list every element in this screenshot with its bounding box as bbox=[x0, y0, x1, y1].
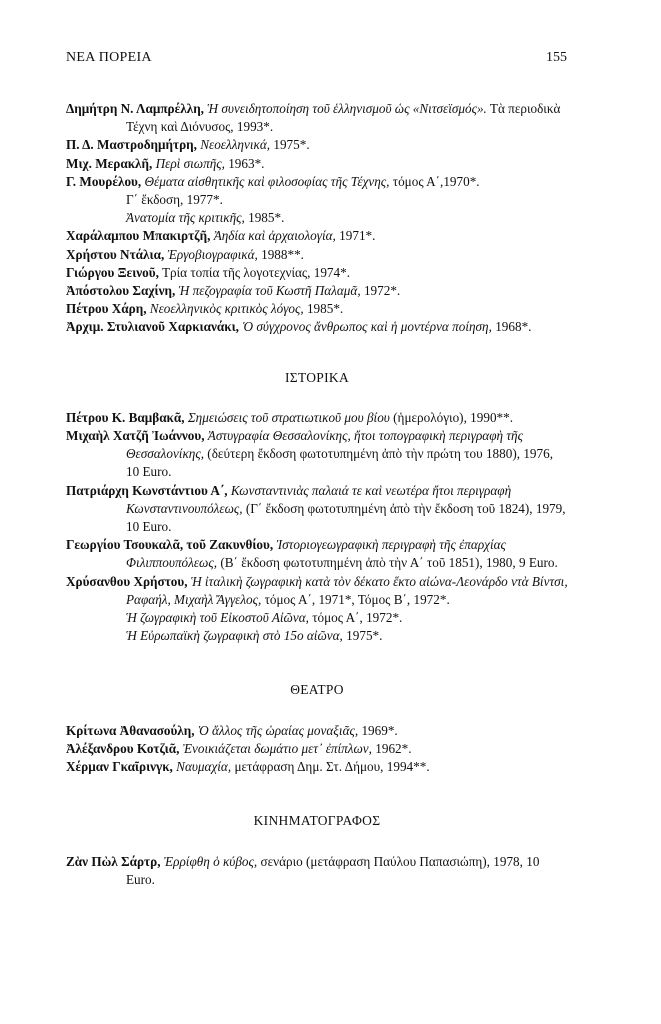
entry-details: (Γ΄ ἔκδοση φωτοτυπημένη ἀπὸ τὴν ἔκδοση τοῦ 1824), 1979, 10 Euro. bbox=[126, 500, 566, 535]
entry-details: (Β΄ ἔκδοση φωτοτυπημένη ἀπὸ τὴν Α΄ τοῦ 1851), 1980, 9 Euro. bbox=[217, 555, 558, 571]
entry-author: Ζὰν Πὼλ Σάρτρ, bbox=[66, 853, 161, 869]
bibliography-entry bbox=[66, 427, 568, 482]
bibliography-entry bbox=[66, 722, 568, 740]
entry-title: Ἡ ζωγραφικὴ τοῦ Εἰκοστοῦ Αἰῶνα, bbox=[126, 610, 309, 626]
entry-details: Γ΄ ἔκδοση, 1977*. bbox=[126, 192, 223, 208]
section-heading: ΚΙΝΗΜΑΤΟΓΡΑΦΟΣ bbox=[253, 813, 381, 829]
entry-details: 1963*. bbox=[224, 155, 265, 171]
entry-title: Ἀνατομία τῆς κριτικῆς, bbox=[126, 210, 245, 226]
section-heading: ΘΕΑΤΡΟ bbox=[290, 682, 344, 698]
entry-subline bbox=[126, 609, 568, 627]
bibliography-entry bbox=[66, 246, 568, 264]
entry-author: Ἀρχιμ. Στυλιανοῦ Χαρκιανάκι, bbox=[66, 319, 239, 335]
entry-details: μετάφραση Δημ. Στ. Δήμου, 1994**. bbox=[231, 759, 430, 775]
entry-subline bbox=[126, 627, 568, 645]
entry-details: τόμος Α΄,1970*. bbox=[389, 173, 480, 189]
entry-title: Ἡ πεζογραφία τοῦ Κωστῆ Παλαμᾶ, bbox=[178, 283, 361, 299]
entry-author: Ἀλέξανδρου Κοτζιᾶ, bbox=[66, 740, 180, 756]
entry-title: Ἐρρίφθη ὁ κύβος, bbox=[163, 853, 258, 869]
journal-name: ΝΕΑ ΠΟΡΕΙΑ bbox=[66, 50, 152, 65]
entry-author: Χέρμαν Γκαῖρινγκ, bbox=[66, 759, 173, 775]
entry-details: 1971*. bbox=[335, 228, 376, 244]
entry-author: Π. Δ. Μαστροδημήτρη, bbox=[66, 137, 197, 153]
entry-title: Νεοελληνικὸς κριτικὸς λόγος, bbox=[149, 301, 304, 317]
section-heading: ΙΣΤΟΡΙΚΑ bbox=[284, 369, 349, 385]
entry-details: 1962*. bbox=[371, 740, 412, 756]
entry-title: Ἀστυγραφία Θεσσαλονίκης, ἤτοι τοπογραφικὴ περιγραφὴ τῆς Θεσσαλονίκης, bbox=[126, 428, 523, 462]
bibliography-entry bbox=[66, 758, 568, 776]
bibliography-entry bbox=[66, 136, 568, 154]
entry-details: Τὰ περιοδικὰ Τέχνη καὶ Διόνυσος, 1993*. bbox=[126, 101, 561, 135]
entry-author: Δημήτρη Ν. Λαμπρέλλη, bbox=[66, 101, 204, 116]
entry-title: Ὁ ἄλλος τῆς ὡραίας μοναξιᾶς, bbox=[197, 722, 359, 738]
bibliography-entry bbox=[66, 282, 568, 300]
entry-author: Χαράλαμπου Μπακιρτζῆ, bbox=[66, 228, 211, 244]
entry-author: Ἀπόστολου Σαχίνη, bbox=[66, 283, 176, 299]
entry-details: Τρία τοπία τῆς λογοτεχνίας, 1974*. bbox=[161, 264, 350, 280]
entry-details: 1975*. bbox=[270, 137, 310, 153]
entry-title: Ἐνοικιάζεται δωμάτιο μετ᾽ ἐπίπλων, bbox=[182, 740, 372, 756]
entry-details: τόμος Α΄, 1971*, Τόμος Β΄, 1972*. bbox=[261, 591, 450, 607]
entry-author: Πέτρου Κ. Βαμβακᾶ, bbox=[66, 409, 185, 425]
entry-title: Περὶ σιωπῆς, bbox=[155, 155, 225, 171]
entry-author: Γ. Μουρέλου, bbox=[66, 173, 142, 189]
running-header bbox=[66, 50, 567, 70]
entry-details: 1972*. bbox=[360, 283, 401, 299]
entry-author: Μιχαὴλ Χατζῆ Ἰωάννου, bbox=[66, 428, 205, 444]
entry-title: Κωνσταντινιὰς παλαιά τε καὶ νεωτέρα ἤτοι περιγραφὴ Κωνσταντινουπόλεως, bbox=[126, 482, 512, 516]
bibliography-entry bbox=[66, 573, 568, 646]
bibliography-entry bbox=[66, 227, 568, 245]
entry-author: Πέτρου Χάρη, bbox=[66, 301, 147, 317]
entry-author: Μιχ. Μερακλῆ, bbox=[66, 155, 153, 171]
bibliography-list bbox=[66, 100, 568, 889]
entry-details: (δεύτερη ἔκδοση φωτοτυπημένη ἀπὸ τὴν πρώτη του 1880), 1976, 10 Euro. bbox=[126, 446, 553, 480]
bibliography-entry bbox=[66, 853, 568, 889]
bibliography-entry bbox=[66, 482, 568, 537]
entry-details: τόμος Α΄, 1972*. bbox=[308, 610, 403, 626]
entry-details: (ἡμερολόγιο), 1990**. bbox=[389, 409, 514, 425]
entry-details: σενάριο (μετάφραση Παύλου Παπασιώπη), 1978, 10 Euro. bbox=[126, 853, 540, 887]
entry-details: 1968*. bbox=[491, 319, 532, 335]
entry-title: Ὁ σύγχρονος ἄνθρωπος καὶ ἡ μοντέρνα ποίηση, bbox=[242, 319, 492, 335]
entry-author: Κρίτωνα Ἀθανασούλη, bbox=[66, 722, 195, 738]
entry-author: Γιώργου Ξεινοῦ, bbox=[66, 264, 159, 280]
entry-subline bbox=[126, 209, 568, 227]
bibliography-entry bbox=[66, 173, 568, 228]
bibliography-entry bbox=[66, 409, 568, 427]
entry-title: Θέματα αἰσθητικῆς καὶ φιλοσοφίας τῆς Τέχνης, bbox=[144, 173, 390, 189]
entry-details: 1985*. bbox=[244, 210, 285, 226]
entry-title: Ἀηδία καὶ ἀρχαιολογία, bbox=[213, 228, 336, 244]
entry-title: Νεοελληνικά, bbox=[200, 137, 271, 153]
entry-author: Χρήστου Ντάλια, bbox=[66, 246, 165, 262]
entry-details: 1985*. bbox=[303, 301, 344, 317]
entry-title: Σημειώσεις τοῦ στρατιωτικοῦ μου βίου bbox=[187, 409, 390, 425]
entry-author: Γεωργίου Τσουκαλᾶ, τοῦ Ζακυνθίου, bbox=[66, 537, 274, 553]
entry-author: Πατριάρχη Κωνστάντιου Α΄, bbox=[66, 482, 228, 498]
entry-details: 1969*. bbox=[358, 722, 398, 738]
bibliography-entry bbox=[66, 536, 568, 572]
entry-author: Χρύσανθου Χρήστου, bbox=[66, 573, 188, 589]
entry-title: Ἱστοριογεωγραφικὴ περιγραφὴ τῆς ἐπαρχίας Φιλιππουπόλεως, bbox=[126, 537, 506, 571]
entry-title: Ἐργοβιογραφικά, bbox=[167, 246, 258, 262]
entry-details: 1988**. bbox=[257, 246, 304, 262]
entry-title: Ἡ συνειδητοποίηση τοῦ ἑλληνισμοῦ ὡς «Νιτσεϊσμός». bbox=[207, 101, 487, 116]
entry-title: Ἡ ἰταλικὴ ζωγραφικὴ κατὰ τὸν δέκατο ἕκτο αἰώνα-Λεονάρδο ντὰ Βίντσι, Ραφαήλ, Μιχαὴλ Ἄγγελος, bbox=[126, 573, 568, 607]
bibliography-entry bbox=[66, 300, 568, 318]
entry-title: Ἡ Εὐρωπαϊκὴ ζωγραφικὴ στὸ 15ο αἰῶνα, bbox=[126, 628, 343, 644]
page-number: 155 bbox=[546, 50, 567, 65]
entry-subline bbox=[126, 191, 568, 209]
bibliography-entry bbox=[66, 318, 568, 336]
bibliography-entry bbox=[66, 155, 568, 173]
bibliography-entry bbox=[66, 100, 568, 136]
bibliography-entry bbox=[66, 740, 568, 758]
entry-details: 1975*. bbox=[342, 628, 383, 644]
bibliography-entry bbox=[66, 264, 568, 282]
entry-title: Ναυμαχία, bbox=[176, 759, 232, 775]
